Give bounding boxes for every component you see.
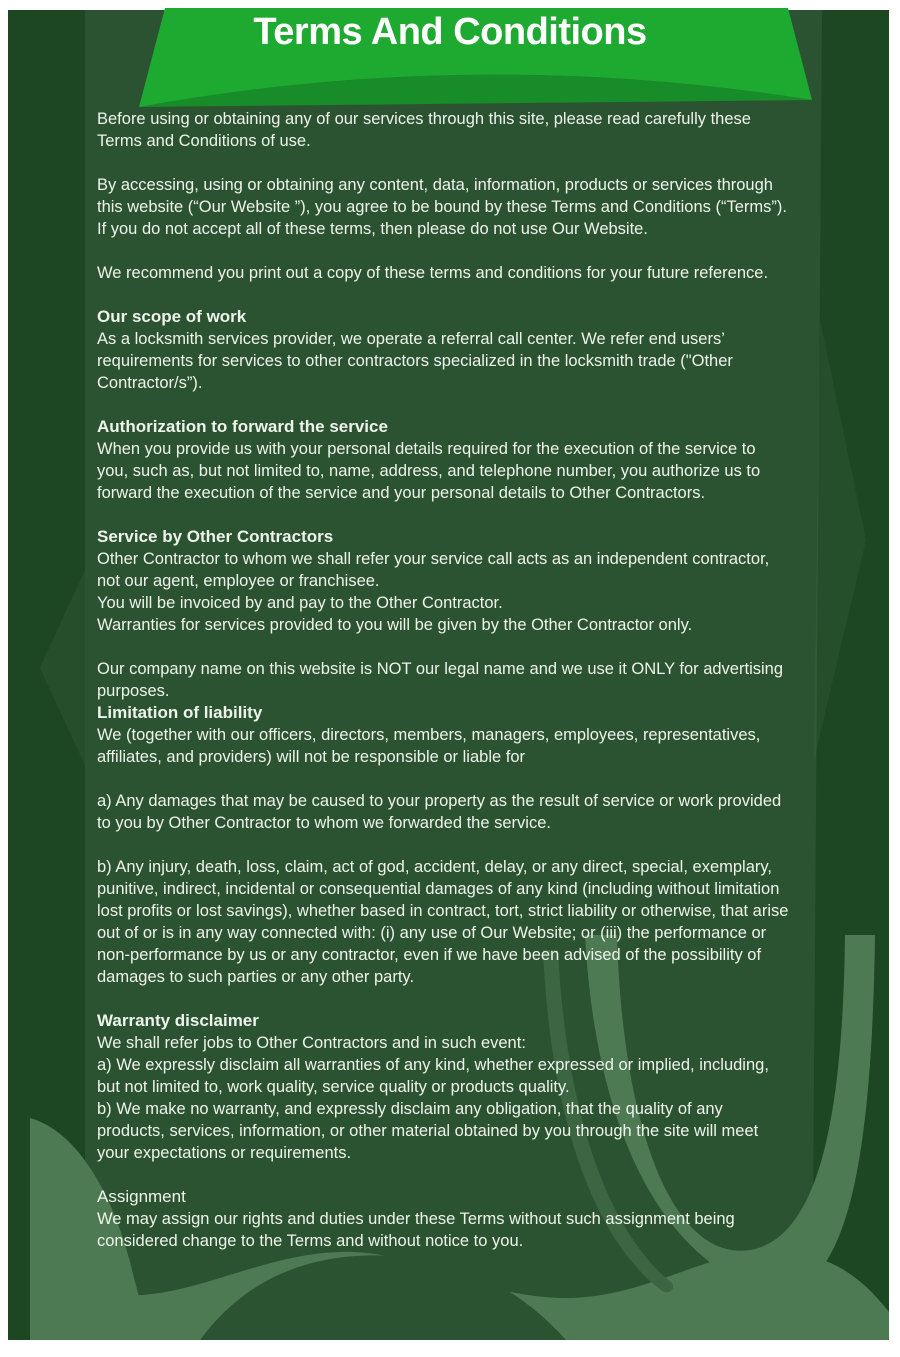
section-heading: Authorization to forward the service — [97, 417, 388, 436]
section-paragraph: a) We expressly disclaim all warranties of any kind, whether expressed or implied, including, but not limited to, work quality, service quality or products quality. — [97, 1056, 769, 1096]
terms-section — [97, 174, 789, 240]
section-paragraph: We recommend you print out a copy of these terms and conditions for your future reference. — [97, 264, 769, 282]
section-paragraph: We may assign our rights and duties under these Terms without such assignment being considered change to the Terms and without notice to you. — [97, 1210, 735, 1250]
terms-section — [97, 306, 789, 394]
terms-section — [97, 856, 789, 988]
section-paragraph: Our company name on this website is NOT our legal name and we use it ONLY for advertising purposes. — [97, 660, 783, 700]
section-heading: Service by Other Contractors — [97, 527, 334, 546]
section-heading: Limitation of liability — [97, 703, 263, 722]
section-paragraph: Other Contractor to whom we shall refer your service call acts as an independent contractor, not our agent, employee or franchisee. — [97, 550, 770, 590]
section-paragraph: As a locksmith services provider, we operate a referral call center. We refer end users’ requirements for services to other contractors specialized in the locksmith trade ("Other Contractor/s”). — [97, 330, 733, 392]
terms-section — [97, 702, 789, 768]
section-paragraph: You will be invoiced by and pay to the Other Contractor. — [97, 594, 503, 612]
section-paragraph: We (together with our officers, directors, members, managers, employees, representatives, affiliates, and providers) will not be responsible or liable for — [97, 726, 761, 766]
terms-text — [97, 108, 789, 1252]
section-heading: Our scope of work — [97, 307, 247, 326]
terms-section — [97, 1010, 789, 1164]
terms-section — [97, 262, 789, 284]
terms-section — [97, 658, 789, 702]
section-heading: Warranty disclaimer — [97, 1011, 259, 1030]
section-paragraph: When you provide us with your personal details required for the execution of the service to you, such as, but not limited to, name, address, and telephone number, you authorize us to forward the execution of the service and your personal details to Other Contractors. — [97, 440, 761, 502]
terms-section — [97, 1186, 789, 1252]
terms-section — [97, 790, 789, 834]
section-paragraph: Warranties for services provided to you will be given by the Other Contractor only. — [97, 616, 693, 634]
section-paragraph: a) Any damages that may be caused to your property as the result of service or work provided to you by Other Contractor to whom we forwarded the service. — [97, 792, 782, 832]
section-paragraph: Before using or obtaining any of our services through this site, please read carefully these Terms and Conditions of use. — [97, 110, 751, 150]
section-heading: Assignment — [97, 1187, 186, 1206]
terms-section — [97, 526, 789, 636]
terms-section — [97, 108, 789, 152]
section-paragraph: We shall refer jobs to Other Contractors and in such event: — [97, 1034, 526, 1052]
section-paragraph: By accessing, using or obtaining any content, data, information, products or services through this website (“Our Website ”), you agree to be bound by these Terms and Conditions (“Terms”). If you do not accept all of these terms, then please do not use Our Website. — [97, 176, 787, 238]
terms-section — [97, 416, 789, 504]
section-paragraph: b) Any injury, death, loss, claim, act of god, accident, delay, or any direct, special, exemplary, punitive, indirect, incidental or consequential damages of any kind (including without limitation lost profits or lost savings), whether based in contract, tort, strict liability or otherwise, that arise out of or is in any way connected with: (i) any use of Our Website; or (iii) the performance or non-performance by us or any contractor, even if we have been advised of the possibility of damages to such parties or any other party. — [97, 858, 789, 986]
page-title: Terms And Conditions — [253, 11, 647, 53]
section-paragraph: b) We make no warranty, and expressly disclaim any obligation, that the quality of any products, services, information, or other material obtained by you through the site will meet your expectations or requirements. — [97, 1100, 759, 1162]
